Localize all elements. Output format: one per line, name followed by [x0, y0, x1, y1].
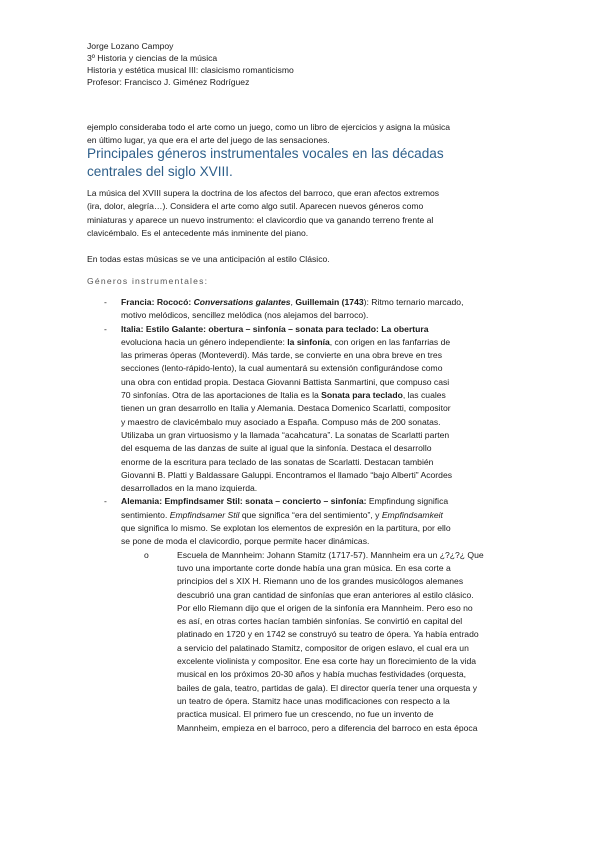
italic-term: Empfindsamer Stil	[169, 509, 240, 520]
text-span: sentimiento.	[121, 509, 170, 520]
text-line	[121, 509, 517, 522]
text-line: excelente violinista y compositor. Ene esa corte hay un florecimiento de la vida	[177, 656, 477, 667]
professor-name: Profesor: Francisco J. Giménez Rodríguez	[87, 76, 250, 87]
italic-term: Empfindsamkeit	[381, 509, 443, 520]
bold-text: Italia: Estilo Galante: obertura – sinfonía – sonata para teclado: La obertura	[121, 323, 429, 334]
text-line: bailes de gala, teatro, partidas de gala). El director quería tener una orquesta y	[177, 682, 478, 693]
text-line: practica musical. El primero fue un crescendo, no fue un invento de	[177, 709, 434, 720]
text-line: Escuela de Mannheim: Johann Stamitz (1717-57). Mannheim era un ¿?¿?¿ Que	[177, 549, 484, 560]
text-span: ): Ritmo ternario marcado,	[363, 297, 464, 307]
bold-text: Guillemain (1743	[295, 297, 364, 307]
text-line: que significa lo mismo. Se explotan los elementos de expresión en la partitura, por ello	[121, 523, 451, 534]
text-line: las primeras óperas (Monteverdi). Más tarde, se convierte en una obra breve en tres	[121, 350, 442, 361]
text-span: que significa “era del sentimiento”, y	[239, 509, 382, 520]
text-line: a servicio del palatinado Stamitz, compositor de origen eslavo, el cual era un	[177, 642, 469, 653]
text-line: Giovanni B. Platti y Baldassare Galuppi. Encontramos el llamado “bajo Alberti” Acordes	[121, 469, 453, 480]
text-line: desarrollados en la mano izquierda.	[121, 483, 258, 494]
text-line: enorme de la escritura para teclado de las sonatas de Scarlatti. Destacan también	[121, 456, 434, 467]
dash-bullet: -	[104, 496, 107, 507]
section-heading	[87, 145, 517, 181]
bold-text: Alemania: Empfindsamer Stil: sonata – concierto – sinfonía:	[121, 496, 367, 507]
subject-name: Historia y estética musical III: clasicismo romanticismo	[87, 64, 294, 75]
text-span: , las cuales	[402, 390, 446, 401]
text-line: es así, en otras cortes hacían también sinfonías. Se convirtió en capital del	[177, 616, 463, 627]
text-line	[121, 336, 517, 349]
dash-bullet: -	[104, 297, 107, 307]
text-line: (ira, dolor, alegría…). Considera el arte como algo sutil. Aparecen nuevos géneros como	[87, 201, 424, 212]
text-line: principios del s XIX H. Riemann uno de los grandes musicólogos alemanes	[177, 576, 464, 587]
bold-text: Sonata para teclado	[321, 390, 403, 401]
bold-text: Francia: Rococó:	[121, 297, 194, 307]
body-paragraph: En todas estas músicas se ve una anticipación al estilo Clásico.	[87, 254, 330, 264]
text-line: en último lugar, ya que era el arte del juego de las sensaciones.	[87, 135, 330, 146]
text-line: ejemplo consideraba todo el arte como un juego, como un libro de ejercicios y asigna la música	[87, 122, 451, 132]
text-line: una obra con entidad propia. Destaca Giovanni Battista Sanmartini, que compuso casi	[121, 376, 450, 387]
text-line	[121, 389, 517, 402]
text-span: 70 sinfonías. Otra de las aportaciones de Italia es la	[121, 390, 322, 401]
text-line: Por ello Riemann dijo que el origen de la sinfonía era Mannheim. Pero eso no	[177, 602, 473, 613]
text-line: motivo melódicos, sencillez melódica (nos alejamos del barroco).	[121, 310, 369, 321]
text-line: tienen un gran desarrollo en Italia y Alemania. Destaca Domenico Scarlatti, compositor	[121, 403, 451, 414]
text-line: Mannheim, empieza en el barroco, pero a diferencia del barroco en esta época	[177, 722, 478, 733]
list-item	[87, 323, 517, 496]
text-line: miniaturas y aparece un nuevo instrumento: el clavicordio que va ganando terreno frente al	[87, 214, 434, 225]
text-line: musical en los próximos 20-30 años y había muchas festividades (orquesta,	[177, 669, 466, 680]
text-line: clavicémbalo. Es el antecedente más inminente del piano.	[87, 227, 309, 238]
document-header	[87, 41, 517, 89]
dash-bullet: -	[104, 323, 107, 334]
text-line: platinado en 1720 y en 1742 se construyó su teatro de ópera. Ya había entrado	[177, 629, 479, 640]
text-line: Utilizaba un gran virtuosismo y la llamada “acahcatura”. La sonatas de Scarlatti parten	[121, 429, 450, 440]
text-span: ,	[290, 297, 296, 307]
text-line: un teatro de ópera. Stamitz hace unas modificaciones con respecto a la	[177, 695, 450, 706]
author-name: Jorge Lozano Campoy	[87, 41, 174, 51]
body-paragraph	[87, 187, 517, 240]
text-line: La música del XVIII supera la doctrina de los afectos del barroco, que eran afectos extremos	[87, 188, 440, 198]
work-title: Conversations galantes	[193, 297, 291, 307]
sub-list-item	[87, 549, 517, 735]
text-line: del esquema de las danzas de suite al igual que la sinfonía. Destaca el desarrollo	[121, 443, 432, 454]
heading-line: Principales géneros instrumentales vocales en las décadas	[87, 146, 444, 161]
text-line: tuvo una importante corte donde había una gran música. En esa corte a	[177, 562, 451, 573]
genre-list	[87, 296, 517, 735]
text-line	[121, 495, 517, 508]
subsection-heading: Géneros instrumentales:	[87, 276, 209, 286]
text-line: secciones (lento-rápido-lento), la cual aumentará su extensión configurándose como	[121, 363, 443, 374]
course-name: 3º Historia y ciencias de la música	[87, 52, 218, 63]
text-span: evoluciona hacia un género independiente:	[121, 336, 288, 347]
circle-bullet: o	[144, 549, 149, 560]
text-span: , con origen en las fanfarrias de	[329, 336, 451, 347]
text-line	[121, 296, 517, 309]
heading-line: centrales del siglo XVIII.	[87, 164, 233, 179]
text-line	[121, 323, 517, 336]
text-line: se pone de moda el clavicordio, porque permite hacer dinámicas.	[121, 536, 370, 547]
bold-text: la sinfonía	[287, 336, 330, 347]
list-item	[87, 296, 517, 323]
list-item	[87, 495, 517, 734]
text-span: Empfindung significa	[366, 496, 449, 507]
text-line: y maestro de clavicémbalo muy asociado a España. Compuso más de 200 sonatas.	[121, 416, 441, 427]
text-line: descubrió una gran cantidad de sinfonías que eran anteriores al estilo clásico.	[177, 589, 474, 600]
intro-paragraph	[87, 121, 517, 148]
